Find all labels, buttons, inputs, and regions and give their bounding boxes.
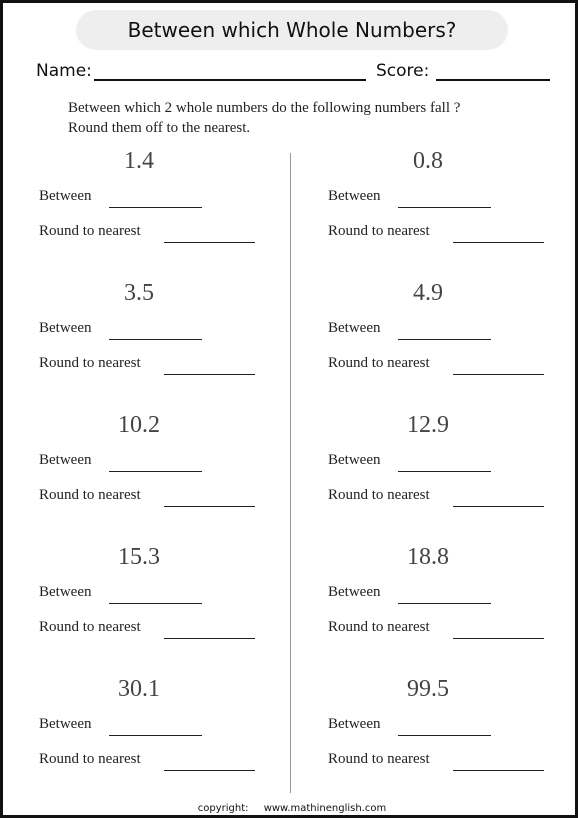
problem-5: [39, 412, 289, 542]
name-label: Name:: [36, 61, 92, 81]
between-answer-field[interactable]: [398, 339, 491, 340]
problem-number: 12.9: [407, 412, 449, 438]
problem-number: 99.5: [407, 676, 449, 702]
problem-9: [39, 676, 289, 806]
round-answer-field[interactable]: [164, 242, 255, 243]
problem-number: 4.9: [413, 280, 443, 306]
problem-number: 3.5: [124, 280, 154, 306]
round-answer-field[interactable]: [453, 770, 544, 771]
column-divider: [290, 153, 291, 793]
problem-8: [328, 544, 578, 674]
problem-6: [328, 412, 578, 542]
between-label: Between: [328, 584, 381, 600]
between-label: Between: [328, 452, 381, 468]
between-answer-field[interactable]: [398, 207, 491, 208]
problem-1: [39, 148, 289, 278]
round-label: Round to nearest: [328, 487, 430, 503]
between-answer-field[interactable]: [398, 603, 491, 604]
between-label: Between: [328, 716, 381, 732]
between-answer-field[interactable]: [109, 603, 202, 604]
name-field[interactable]: [94, 79, 366, 81]
round-answer-field[interactable]: [453, 506, 544, 507]
problem-4: [328, 280, 578, 410]
instructions: [68, 98, 548, 138]
between-label: Between: [39, 584, 92, 600]
between-answer-field[interactable]: [109, 207, 202, 208]
problem-2: [328, 148, 578, 278]
problem-number: 15.3: [118, 544, 160, 570]
between-label: Between: [39, 320, 92, 336]
round-label: Round to nearest: [39, 751, 141, 767]
between-label: Between: [39, 452, 92, 468]
round-label: Round to nearest: [39, 487, 141, 503]
round-answer-field[interactable]: [164, 638, 255, 639]
round-label: Round to nearest: [328, 223, 430, 239]
round-label: Round to nearest: [328, 355, 430, 371]
round-answer-field[interactable]: [164, 374, 255, 375]
between-answer-field[interactable]: [109, 339, 202, 340]
website-link[interactable]: www.mathinenglish.com: [263, 803, 387, 814]
problem-10: [328, 676, 578, 806]
instruction-line-2: Round them off to the nearest.: [68, 120, 251, 136]
copyright-label: copyright:: [197, 803, 249, 814]
round-answer-field[interactable]: [164, 770, 255, 771]
problem-number: 10.2: [118, 412, 160, 438]
problem-number: 1.4: [124, 148, 154, 174]
worksheet-title: [76, 10, 508, 50]
round-label: Round to nearest: [39, 223, 141, 239]
problem-number: 30.1: [118, 676, 160, 702]
title-text: Between which Whole Numbers?: [127, 18, 457, 42]
between-label: Between: [39, 716, 92, 732]
round-label: Round to nearest: [39, 619, 141, 635]
problem-3: [39, 280, 289, 410]
round-answer-field[interactable]: [453, 638, 544, 639]
round-answer-field[interactable]: [164, 506, 255, 507]
footer: [3, 803, 578, 814]
problem-number: 18.8: [407, 544, 449, 570]
between-label: Between: [39, 188, 92, 204]
instruction-line-1: Between which 2 whole numbers do the following numbers fall ?: [68, 100, 461, 116]
between-answer-field[interactable]: [398, 735, 491, 736]
score-field[interactable]: [436, 79, 550, 81]
round-label: Round to nearest: [39, 355, 141, 371]
between-label: Between: [328, 188, 381, 204]
between-answer-field[interactable]: [398, 471, 491, 472]
between-label: Between: [328, 320, 381, 336]
round-answer-field[interactable]: [453, 374, 544, 375]
between-answer-field[interactable]: [109, 471, 202, 472]
problem-7: [39, 544, 289, 674]
between-answer-field[interactable]: [109, 735, 202, 736]
round-label: Round to nearest: [328, 751, 430, 767]
round-answer-field[interactable]: [453, 242, 544, 243]
problem-number: 0.8: [413, 148, 443, 174]
score-label: Score:: [376, 61, 430, 81]
round-label: Round to nearest: [328, 619, 430, 635]
